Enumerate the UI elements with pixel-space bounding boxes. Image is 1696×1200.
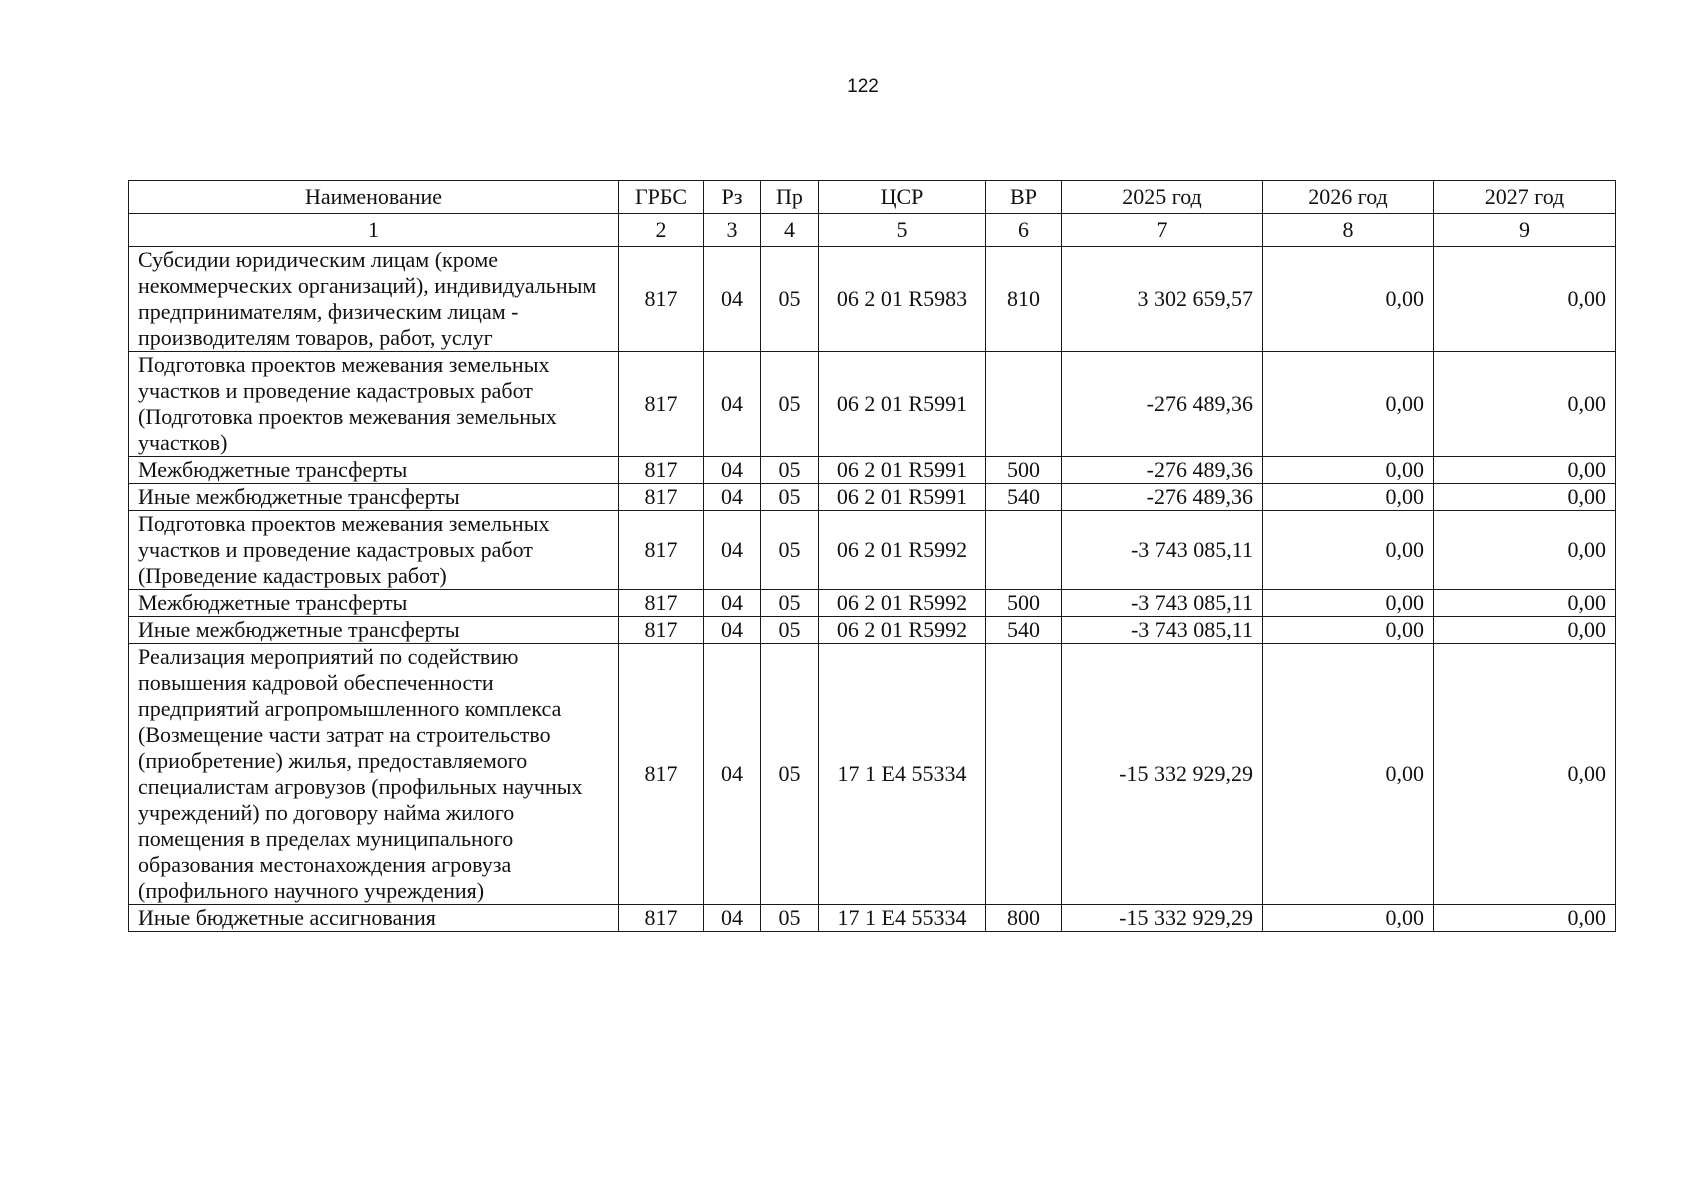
- column-number: 2: [619, 214, 704, 247]
- cell-rz: 04: [704, 644, 761, 905]
- table-row: [129, 590, 1616, 617]
- table-row: [129, 905, 1616, 932]
- header-row: [129, 181, 1616, 214]
- cell-name: Межбюджетные трансферты: [129, 590, 619, 617]
- column-number: 9: [1434, 214, 1616, 247]
- cell-name: Реализация мероприятий по содействию повышения кадровой обеспеченности предприятий агропромышленного комплекса (Возмещение части затрат на строительство (приобретение) жилья, предоставляемого специалистам агровузов (профильных научных учреждений) по договору найма жилого помещения в пределах муниципального образования местонахождения агровуза (профильного научного учреждения): [129, 644, 619, 905]
- cell-name: Подготовка проектов межевания земельных участков и проведение кадастровых работ (Проведение кадастровых работ): [129, 511, 619, 590]
- cell-2026: 0,00: [1263, 905, 1434, 932]
- cell-2027: 0,00: [1434, 511, 1616, 590]
- cell-name: Субсидии юридическим лицам (кроме некоммерческих организаций), индивидуальным предпринимателям, физическим лицам - производителям товаров, работ, услуг: [129, 247, 619, 352]
- table-row: [129, 247, 1616, 352]
- cell-rz: 04: [704, 617, 761, 644]
- cell-name: Иные межбюджетные трансферты: [129, 617, 619, 644]
- header-name: Наименование: [129, 181, 619, 214]
- column-number: 5: [819, 214, 986, 247]
- cell-2027: 0,00: [1434, 484, 1616, 511]
- cell-2025: 3 302 659,57: [1062, 247, 1263, 352]
- page-number: 122: [847, 76, 879, 97]
- header-vr: ВР: [986, 181, 1062, 214]
- header-pr: Пр: [761, 181, 819, 214]
- table-row: [129, 352, 1616, 457]
- cell-vr: [986, 352, 1062, 457]
- cell-2027: 0,00: [1434, 457, 1616, 484]
- cell-pr: 05: [761, 484, 819, 511]
- cell-pr: 05: [761, 617, 819, 644]
- column-number: 3: [704, 214, 761, 247]
- cell-2025: -3 743 085,11: [1062, 511, 1263, 590]
- cell-2025: -15 332 929,29: [1062, 905, 1263, 932]
- cell-csr: 06 2 01 R5991: [819, 457, 986, 484]
- budget-table: [128, 180, 1616, 932]
- cell-2026: 0,00: [1263, 511, 1434, 590]
- table-header: [129, 181, 1616, 214]
- cell-grbs: 817: [619, 511, 704, 590]
- cell-2025: -3 743 085,11: [1062, 590, 1263, 617]
- cell-2027: 0,00: [1434, 617, 1616, 644]
- cell-csr: 06 2 01 R5991: [819, 484, 986, 511]
- column-number: 1: [129, 214, 619, 247]
- cell-2025: -276 489,36: [1062, 484, 1263, 511]
- cell-rz: 04: [704, 352, 761, 457]
- header-csr: ЦСР: [819, 181, 986, 214]
- cell-vr: 500: [986, 457, 1062, 484]
- cell-pr: 05: [761, 457, 819, 484]
- cell-grbs: 817: [619, 352, 704, 457]
- cell-csr: 06 2 01 R5992: [819, 590, 986, 617]
- cell-2025: -15 332 929,29: [1062, 644, 1263, 905]
- cell-grbs: 817: [619, 617, 704, 644]
- cell-vr: [986, 644, 1062, 905]
- cell-name: Подготовка проектов межевания земельных участков и проведение кадастровых работ (Подготовка проектов межевания земельных участков): [129, 352, 619, 457]
- cell-2027: 0,00: [1434, 905, 1616, 932]
- cell-name: Иные межбюджетные трансферты: [129, 484, 619, 511]
- cell-name: Межбюджетные трансферты: [129, 457, 619, 484]
- cell-vr: 800: [986, 905, 1062, 932]
- cell-rz: 04: [704, 905, 761, 932]
- table-row: [129, 511, 1616, 590]
- table-row: [129, 617, 1616, 644]
- cell-pr: 05: [761, 352, 819, 457]
- column-number: 8: [1263, 214, 1434, 247]
- cell-csr: 17 1 E4 55334: [819, 644, 986, 905]
- cell-2026: 0,00: [1263, 590, 1434, 617]
- cell-rz: 04: [704, 247, 761, 352]
- cell-vr: 540: [986, 617, 1062, 644]
- cell-2027: 0,00: [1434, 644, 1616, 905]
- cell-csr: 06 2 01 R5992: [819, 617, 986, 644]
- cell-csr: 06 2 01 R5992: [819, 511, 986, 590]
- cell-pr: 05: [761, 644, 819, 905]
- table-row: [129, 457, 1616, 484]
- cell-2025: -276 489,36: [1062, 352, 1263, 457]
- cell-pr: 05: [761, 905, 819, 932]
- cell-grbs: 817: [619, 484, 704, 511]
- cell-csr: 06 2 01 R5983: [819, 247, 986, 352]
- header-2027: 2027 год: [1434, 181, 1616, 214]
- column-number: 6: [986, 214, 1062, 247]
- cell-2025: -276 489,36: [1062, 457, 1263, 484]
- cell-grbs: 817: [619, 590, 704, 617]
- cell-name: Иные бюджетные ассигнования: [129, 905, 619, 932]
- column-number: 7: [1062, 214, 1263, 247]
- cell-2026: 0,00: [1263, 247, 1434, 352]
- header-2025: 2025 год: [1062, 181, 1263, 214]
- cell-rz: 04: [704, 511, 761, 590]
- cell-pr: 05: [761, 590, 819, 617]
- table-row: [129, 484, 1616, 511]
- cell-grbs: 817: [619, 905, 704, 932]
- table-row: [129, 644, 1616, 905]
- cell-grbs: 817: [619, 457, 704, 484]
- cell-2026: 0,00: [1263, 617, 1434, 644]
- cell-vr: 540: [986, 484, 1062, 511]
- cell-2027: 0,00: [1434, 590, 1616, 617]
- cell-2026: 0,00: [1263, 352, 1434, 457]
- header-grbs: ГРБС: [619, 181, 704, 214]
- cell-pr: 05: [761, 247, 819, 352]
- cell-2026: 0,00: [1263, 457, 1434, 484]
- cell-vr: 810: [986, 247, 1062, 352]
- cell-2027: 0,00: [1434, 247, 1616, 352]
- cell-2027: 0,00: [1434, 352, 1616, 457]
- cell-csr: 17 1 E4 55334: [819, 905, 986, 932]
- cell-grbs: 817: [619, 247, 704, 352]
- header-rz: Рз: [704, 181, 761, 214]
- cell-grbs: 817: [619, 644, 704, 905]
- cell-rz: 04: [704, 457, 761, 484]
- cell-2026: 0,00: [1263, 644, 1434, 905]
- header-2026: 2026 год: [1263, 181, 1434, 214]
- table-body: [129, 214, 1616, 932]
- cell-rz: 04: [704, 590, 761, 617]
- cell-2025: -3 743 085,11: [1062, 617, 1263, 644]
- column-number-row: [129, 214, 1616, 247]
- cell-vr: 500: [986, 590, 1062, 617]
- cell-csr: 06 2 01 R5991: [819, 352, 986, 457]
- cell-rz: 04: [704, 484, 761, 511]
- cell-pr: 05: [761, 511, 819, 590]
- cell-vr: [986, 511, 1062, 590]
- column-number: 4: [761, 214, 819, 247]
- cell-2026: 0,00: [1263, 484, 1434, 511]
